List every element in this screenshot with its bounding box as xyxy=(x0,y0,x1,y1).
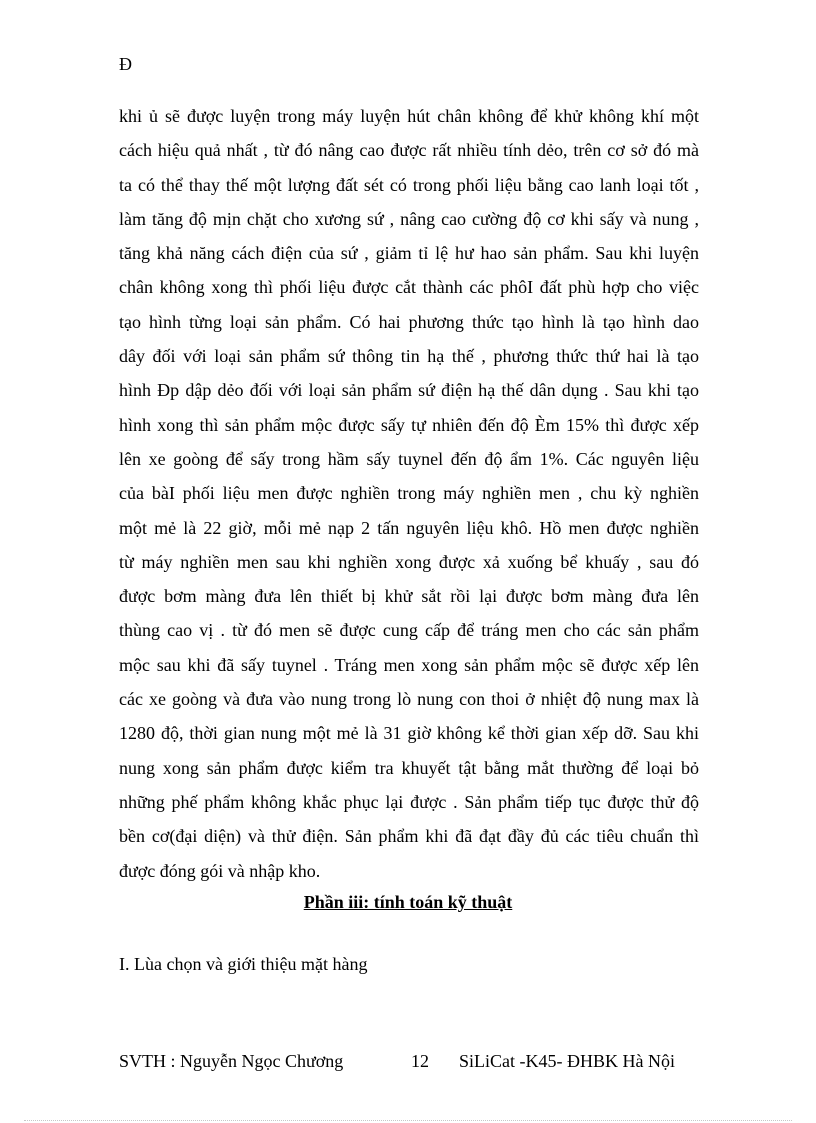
paragraph-line: tạo hình từng loại sản phẩm. Có hai phương thức tạo hình là tạo hình dao xyxy=(119,311,699,332)
paragraph-line: 1280 độ, thời gian nung một mẻ là 31 giờ không kể thời gian xếp dỡ. Sau khi xyxy=(119,723,699,744)
paragraph-line: ta có thể thay thế một lượng đất sét có trong phối liệu bằng cao lanh loại tốt , xyxy=(119,174,699,195)
page-bottom-divider xyxy=(24,1120,792,1121)
paragraph-line: được bơm màng đưa lên thiết bị khử sắt rồi lại được bơm màng đưa lên xyxy=(119,586,699,607)
paragraph-line: những phế phẩm không khắc phục lại được . Sản phẩm tiếp tục được thử độ xyxy=(119,791,699,812)
footer-page-number: 12 xyxy=(411,1051,429,1071)
subheading: I. Lùa chọn và giới thiệu mặt hàng xyxy=(119,954,368,974)
paragraph-line: tăng khả năng cách điện của sứ , giảm tỉ lệ hư hao sản phẩm. Sau khi luyện xyxy=(119,243,699,264)
header-mark: Đ xyxy=(119,54,132,74)
body-paragraph xyxy=(119,101,699,890)
paragraph-line: được đóng gói và nhập kho. xyxy=(119,860,321,881)
footer-school: SiLiCat -K45- ĐHBK Hà Nội xyxy=(459,1051,675,1071)
paragraph-line: từ máy nghiền men sau khi nghiền xong được xả xuống bể khuấy , sau đó xyxy=(119,551,699,572)
paragraph-line: hình Ðp dập dẻo đối với loại sản phẩm sứ điện hạ thế dân dụng . Sau khi tạo xyxy=(119,380,699,401)
paragraph-line: khi ủ sẽ được luyện trong máy luyện hút chân không để khử không khí một xyxy=(119,106,699,126)
paragraph-line: nung xong sản phẩm được kiểm tra khuyết tật bằng mắt thường để loại bỏ xyxy=(119,757,699,778)
paragraph-line: chân không xong thì phối liệu được cắt thành các phôI đất phù hợp cho việc xyxy=(119,277,699,298)
paragraph-line: hình xong thì sản phẩm mộc được sấy tự nhiên đến độ Èm 15% thì được xếp xyxy=(119,414,699,435)
paragraph-line: làm tăng độ mịn chặt cho xương sứ , nâng cao cường độ cơ khi sấy và nung , xyxy=(119,208,699,229)
footer-author: SVTH : Nguyễn Ngọc Chương xyxy=(119,1051,344,1071)
paragraph-line: cách hiệu quả nhất , từ đó nâng cao được rất nhiều tính dẻo, trên cơ sở đó mà xyxy=(119,140,699,161)
paragraph-line: dây đối với loại sản phẩm sứ thông tin hạ thế , phương thức thứ hai là tạo xyxy=(119,346,699,367)
paragraph-line: mộc sau khi đã sấy tuynel . Tráng men xong sản phẩm mộc sẽ được xếp lên xyxy=(119,654,699,675)
paragraph-line: một mẻ là 22 giờ, mỗi mẻ nạp 2 tấn nguyên liệu khô. Hồ men được nghiền xyxy=(119,517,699,538)
paragraph-line: thùng cao vị . từ đó men sẽ được cung cấp để tráng men cho các sản phẩm xyxy=(119,620,699,641)
paragraph-line: của bàI phối liệu men được nghiền trong máy nghiền men , chu kỳ nghiền xyxy=(119,483,699,504)
section-title-text: Phần iii: tính toán kỹ thuật xyxy=(303,892,513,912)
paragraph-line: bền cơ(đại diện) và thử điện. Sản phẩm khi đã đạt đầy đủ các tiêu chuẩn thì xyxy=(119,826,699,847)
section-title xyxy=(0,888,816,916)
paragraph-line: lên xe goòng để sấy trong hầm sấy tuynel đến độ ẩm 1%. Các nguyên liệu xyxy=(119,448,699,469)
paragraph-line: các xe goòng và đưa vào nung trong lò nung con thoi ở nhiệt độ nung max là xyxy=(119,689,699,710)
